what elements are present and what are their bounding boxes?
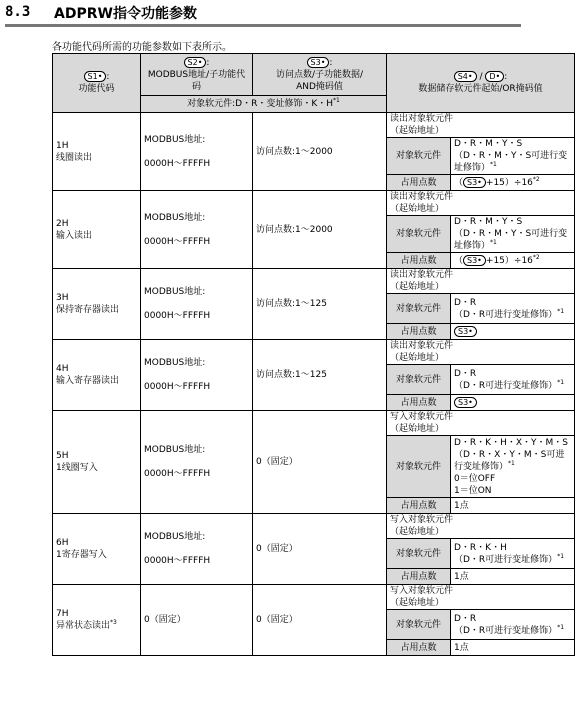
row-3h-occupied [451,324,575,340]
target-line: （D・R可进行变址修饰） [454,625,558,636]
function-name: 1寄存器写入 [56,550,107,560]
addr-range: 0000H～FFFFH [144,469,211,479]
target-line: D・R・M・Y・S [454,139,523,149]
header-s3-label-2: AND掩码值 [296,81,343,92]
occupied-label: 占用点数 [387,175,451,191]
footnote: *1 [557,307,565,315]
operand-d-tag: D• [485,71,504,82]
head-text-2: （起始地址） [390,424,445,434]
header-s2: S2• : MODBUS地址/子功能代码 [141,54,253,96]
row-3h-s3: 访问点数:1～125 [253,269,387,340]
function-name: 异常状态读出 [56,621,111,631]
addr-range: 0000H～FFFFH [144,382,211,392]
row-4h-s2 [141,340,253,411]
function-name: 线圈读出 [56,152,93,163]
row-2h-s2 [141,191,253,269]
row-2h-head [387,191,575,216]
operand-s4-tag: S4• [454,71,477,82]
function-code: 7H [56,609,69,619]
function-code: 1H [56,140,69,151]
row-1h-code [53,113,141,191]
occ-pre: （ [454,255,464,266]
section-number: 8.3 [5,4,31,20]
addr-range: 0000H～FFFFH [144,311,211,321]
head-text-2: （起始地址） [390,527,445,537]
target-line: （D・R可进行变址修饰） [454,380,558,391]
occ-post: +15）÷16 [485,255,533,266]
function-name: 输入寄存器读出 [56,376,120,386]
row-7h-target [451,610,575,640]
head-text-2: （起始地址） [390,598,445,608]
addr-range: 0000H～FFFFH [144,556,211,566]
row-1h-s2 [141,113,253,191]
row-6h-occupied: 1点 [451,569,575,585]
target-devices-footnote: *1 [333,97,340,104]
head-text: 读出对象软元件 [390,270,454,280]
operand-s3-tag: S3• [463,255,486,266]
row-6h-s3: 0（固定） [253,514,387,585]
row-4h-head [387,340,575,365]
target-line: （D・R・M・Y・S可进行变 [454,151,568,161]
row-1h-head [387,113,575,138]
target-devices-text: 对象软元件:D・R・变址修饰・K・H [187,99,334,109]
function-code: 2H [56,218,69,229]
row-1h-occupied [451,175,575,191]
header-slash: / [479,72,483,82]
occupied-label: 占用点数 [387,640,451,656]
head-text-2: （起始地址） [390,126,445,136]
row-7h-head [387,585,575,610]
row-7h-s2: 0（固定） [141,585,253,656]
row-5h-occupied: 1点 [451,498,575,514]
target-line: D・R・M・Y・S [454,217,523,227]
parameter-table [52,53,575,656]
head-text-2: （起始地址） [390,353,445,363]
row-2h-target [451,216,575,253]
occupied-label: 占用点数 [387,324,451,340]
target-line: （D・R可进行变址修饰） [454,554,558,565]
head-text-2: （起始地址） [390,282,445,292]
target-line: 址修饰） [454,163,491,173]
target-line: D・R [454,368,477,379]
header-target-devices [141,96,387,113]
row-5h-head [387,411,575,436]
header-s4-d: S4• / D• : 数据储存软元件起始/OR掩码值 [387,54,575,113]
target-label: 对象软元件 [387,539,451,569]
function-name: 输入读出 [56,230,93,241]
head-text: 写入对象软元件 [390,586,454,596]
footnote: *2 [532,175,540,183]
function-name: 1线圈写入 [56,463,98,473]
modbus-addr-label: MODBUS地址: [144,358,206,368]
target-line: 行变址修饰） [454,461,509,472]
modbus-addr-label: MODBUS地址: [144,287,206,297]
row-6h-code [53,514,141,585]
header-s4-label: 数据储存软元件起始/OR掩码值 [418,84,543,94]
target-line: （D・R・M・Y・S可进行变 [454,229,568,239]
head-text: 读出对象软元件 [390,114,454,124]
target-label: 对象软元件 [387,294,451,324]
row-4h-s3: 访问点数:1～125 [253,340,387,411]
footnote: *1 [508,459,515,467]
row-4h-code [53,340,141,411]
row-3h-head [387,269,575,294]
row-5h-s3: 0（固定） [253,411,387,514]
head-text: 读出对象软元件 [390,192,454,202]
intro-text: 各功能代码所需的功能参数如下表所示。 [52,42,232,53]
footnote: *1 [557,623,565,631]
target-line: （D・R可进行变址修饰） [454,309,558,320]
addr-range: 0000H～FFFFH [144,236,211,247]
row-5h-target [451,436,575,498]
row-5h-s2 [141,411,253,514]
footnote: *3 [110,619,117,626]
row-3h-code [53,269,141,340]
operand-s2-tag: S2• [184,57,207,68]
target-line: 0＝位OFF [454,473,496,484]
row-7h-occupied: 1点 [451,640,575,656]
target-label: 对象软元件 [387,610,451,640]
target-line: D・R [454,613,477,624]
head-text: 读出对象软元件 [390,341,454,351]
section-title: ADPRW指令功能参数 [54,6,197,22]
addr-range: 0000H～FFFFH [144,158,211,169]
head-text-2: （起始地址） [390,204,445,214]
function-name: 保持寄存器读出 [56,305,120,315]
row-6h-head [387,514,575,539]
operand-s3-tag: S3• [454,397,477,408]
target-label: 对象软元件 [387,436,451,498]
target-label: 对象软元件 [387,365,451,395]
row-3h-target [451,294,575,324]
function-code: 3H [56,293,69,303]
target-label: 对象软元件 [387,216,451,253]
operand-s1-tag: S1• [84,71,107,82]
footnote: *2 [532,253,540,261]
occupied-label: 占用点数 [387,498,451,514]
row-7h-code [53,585,141,656]
operand-s3-tag: S3• [307,57,330,68]
row-1h-s3: 访问点数:1～2000 [253,113,387,191]
modbus-addr-label: MODBUS地址: [144,532,206,542]
footnote: *1 [557,378,565,386]
occupied-label: 占用点数 [387,569,451,585]
row-4h-occupied [451,395,575,411]
operand-s3-tag: S3• [463,177,486,188]
target-line: D・R・K・H [454,542,507,553]
section-divider [5,24,521,27]
target-line: （D・R・X・Y・M・S可进 [454,449,565,460]
row-2h-occupied [451,253,575,269]
head-text: 写入对象软元件 [390,515,454,525]
footnote: *1 [490,161,497,168]
row-3h-s2 [141,269,253,340]
row-2h-code [53,191,141,269]
header-s3-label-1: 访问点数/子功能数据/ [275,69,364,80]
header-function-code: S1• : 功能代码 [53,54,141,113]
occupied-label: 占用点数 [387,395,451,411]
modbus-addr-label: MODBUS地址: [144,134,206,145]
target-line: 址修饰） [454,241,491,251]
footnote: *1 [557,552,565,560]
function-code: 5H [56,451,69,461]
occ-pre: （ [454,177,464,188]
function-code: 4H [56,364,69,374]
row-6h-target [451,539,575,569]
header-s2-label: MODBUS地址/子功能代码 [147,69,246,92]
row-1h-target [451,138,575,175]
row-5h-code [53,411,141,514]
footnote: *1 [490,239,497,246]
modbus-addr-label: MODBUS地址: [144,445,206,455]
header-s1-label: 功能代码 [78,84,115,94]
row-2h-s3: 访问点数:1～2000 [253,191,387,269]
target-label: 对象软元件 [387,138,451,175]
row-4h-target [451,365,575,395]
target-line: 1＝位ON [454,485,492,496]
row-6h-s2 [141,514,253,585]
function-code: 6H [56,538,69,548]
modbus-addr-label: MODBUS地址: [144,212,206,223]
row-7h-s3: 0（固定） [253,585,387,656]
target-line: D・R・K・H・X・Y・M・S [454,437,568,448]
target-line: D・R [454,297,477,308]
head-text: 写入对象软元件 [390,412,454,422]
occ-post: +15）÷16 [485,177,533,188]
occupied-label: 占用点数 [387,253,451,269]
header-s3: S3• : 访问点数/子功能数据/ AND掩码值 [253,54,387,96]
operand-s3-tag: S3• [454,326,477,337]
